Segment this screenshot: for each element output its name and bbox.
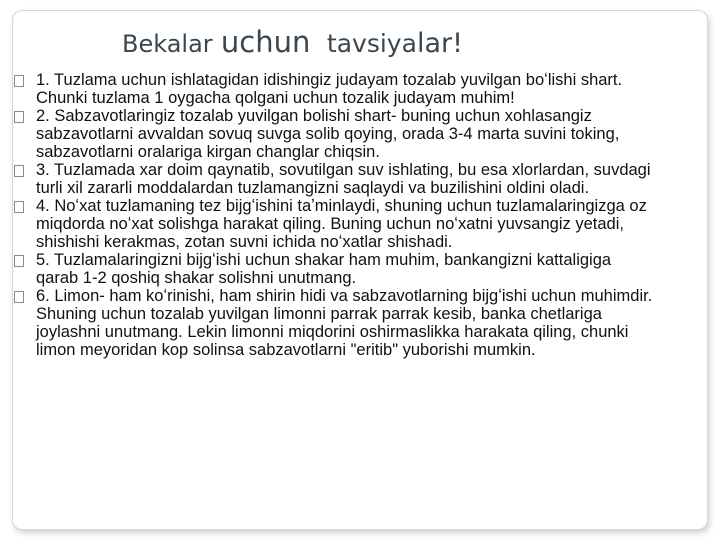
- list-item-text: 1. Tuzlama uchun ishlatagidan idishingiz judayam tozalab yuvilgan boʻlishi shart. Chunki tuzlama 1 oygacha qolgani uchun tozalik judayam muhim!: [36, 71, 623, 107]
- list-item: [14, 287, 654, 359]
- list-item-text: 3. Tuzlamada xar doim qaynatib, sovutilgan suv ishlating, bu esa xlorlardan, suvdagi turli xil zararli moddalardan tuzlamangizni saqlaydi va buzilishini oldini oladi.: [36, 161, 651, 197]
- list-item: [14, 161, 654, 197]
- title-word-4: lar!: [416, 28, 463, 59]
- list-item: [14, 107, 654, 161]
- list-item: [14, 197, 654, 251]
- list-item: [14, 251, 654, 287]
- title-word-3: tavsiya: [326, 29, 417, 58]
- list-item-text: 4. Noʻxat tuzlamaning tez bijgʻishini taʼminlaydi, shuning uchun tuzlamalaringizga oz miqdorda noʻxat solishga harakat qiling. Buning uchun noʻxatni yuvsangiz yetadi, shishishi kerakmas, zotan suvni ichida noʻxatlar shishadi.: [36, 197, 647, 251]
- title-word-1: Bekalar: [122, 30, 213, 58]
- list-item-text: 2. Sabzavotlaringiz tozalab yuvilgan bolishi shart- buning uchun xohlasangiz sabzavotlarni avvaldan sovuq suvga solib qoying, orada 3-4 marta suvini toking, sabzavotlarni oralariga kirgan changlar chiqsin.: [36, 107, 620, 161]
- list-item: [14, 71, 654, 107]
- bullet-box-icon: [14, 111, 24, 123]
- list-item-text: 6. Limon- ham koʻrinishi, ham shirin hidi va sabzavotlarning bijgʻishi uchun muhimdir. Shuning uchun tozalab yuvilgan limonni parrak parrak kesib, banka chetlariga joylashni unutmang. Lekin limonni miqdorini oshirmaslikka harakata qiling, chunki limon meyoridan kop solinsa sabzavotlarni "eritib" yuborishi mumkin.: [36, 287, 653, 359]
- bullet-box-icon: [14, 255, 24, 267]
- title-word-2: uchun: [220, 25, 311, 59]
- bullet-box-icon: [14, 201, 24, 213]
- bullet-box-icon: [14, 291, 24, 303]
- tips-list: [14, 71, 654, 359]
- slide-title: [122, 22, 463, 64]
- bullet-box-icon: [14, 165, 24, 177]
- bullet-box-icon: [14, 75, 24, 87]
- list-item-text: 5. Tuzlamalaringizni bijgʻishi uchun shakar ham muhim, bankangizni kattaligiga qarab 1-2 qoshiq shakar solishni unutmang.: [36, 251, 612, 287]
